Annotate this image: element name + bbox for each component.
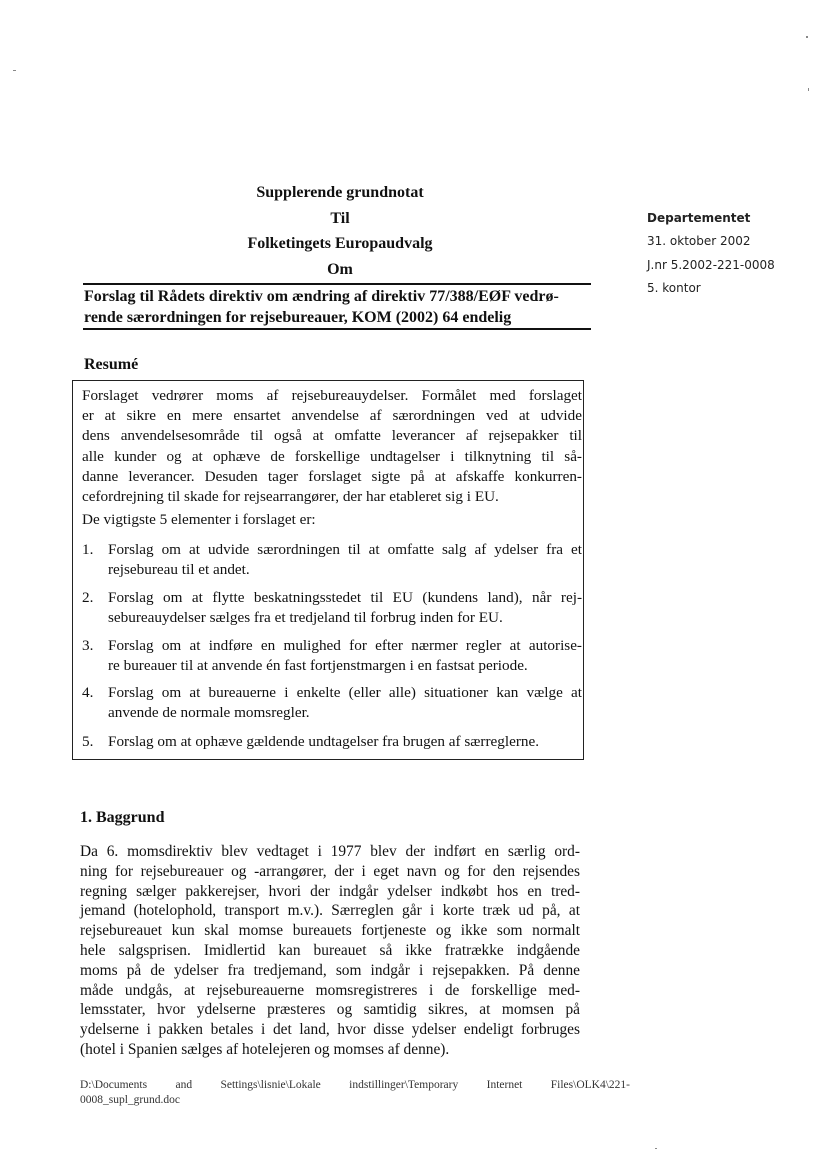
footer-path-line: D:\Documents and Settings\lisnie\Lokale indstillinger\Temporary Internet Files\OLK4\221-	[80, 1079, 630, 1091]
note-to: Til	[330, 209, 350, 227]
list-item-line: Forslag om at bureauerne i enkelte (eller alle) situationer kan vælge at	[108, 684, 582, 701]
list-item-line: Forslag om at udvide særordningen til at omfatte salg af ydelser fra et	[108, 541, 582, 558]
scan-speck	[808, 88, 809, 91]
office-name: 5. kontor	[647, 280, 701, 295]
list-item	[82, 636, 582, 678]
list-item-line: anvende de normale momsregler.	[108, 704, 310, 721]
resume-line: dens anvendelsesområde til også at omfatte leverancer af rejsepakker til	[82, 427, 582, 445]
footer-path-line: 0008_supl_grund.doc	[80, 1094, 180, 1106]
note-title: Supplerende grundnotat	[256, 184, 424, 201]
list-item-line: sebureauydelser sælges fra et tredjeland til forbrug inden for EU.	[108, 609, 503, 626]
background-line: ydelserne i pakken betales i det land, hvor disse ydelser endeligt forbruges	[80, 1021, 580, 1039]
list-item-number: 2.	[82, 589, 94, 606]
background-line: moms på de ydelser fra tredjemand, som indgår i rejsepakken. På denne	[80, 961, 580, 979]
resume-paragraph	[82, 386, 582, 507]
scan-speck	[13, 70, 16, 71]
background-line: rejsebureauet kun skal momse bureauets fortjeneste og ikke som normalt	[80, 922, 580, 940]
document-date: 31. oktober 2002	[647, 234, 751, 249]
journal-number: J.nr 5.2002-221-0008	[647, 257, 775, 272]
resume-line: alle kunder og at ophæve de forskellige undtagelser i tilknytning til så-	[82, 447, 582, 465]
background-line: måde undgås, at rejsebureauerne momsregistreres i de forskellige med-	[80, 981, 580, 999]
scan-speck	[655, 1148, 657, 1149]
list-item-line: rejsebureau til et andet.	[108, 561, 250, 578]
background-line: regning sælger pakkerejser, hvori der indgår ydelser indkøbt hos en tred-	[80, 882, 580, 900]
proposal-title	[84, 287, 594, 328]
background-line: ning for rejsebureauer og -arrangører, der i eget navn og for den rejsendes	[80, 862, 580, 880]
list-item	[82, 683, 582, 725]
background-line: hele salgsprisen. Imidlertid kan bureauet så ikke fratrække indgående	[80, 941, 580, 959]
note-about: Om	[327, 260, 353, 278]
elements-intro: De vigtigste 5 elementer i forslaget er:	[82, 511, 316, 528]
background-paragraph	[80, 842, 580, 1060]
list-item	[82, 588, 582, 630]
resume-line: er at sikre en mere ensartet anvendelse af særordningen ved at udvide	[82, 407, 582, 425]
list-item-line: Forslag om at indføre en mulighed for efter nærmer regler at autorise-	[108, 637, 582, 654]
list-item	[82, 540, 582, 582]
list-item-number: 1.	[82, 541, 94, 558]
background-line: Da 6. momsdirektiv blev vedtaget i 1977 blev der indført en særlig ord-	[80, 843, 580, 860]
list-item-number: 4.	[82, 684, 94, 701]
note-title-block	[140, 180, 540, 282]
background-line: (hotel i Spanien sælges af hotelejeren og momses af denne).	[80, 1040, 450, 1058]
background-line: jemand (hotelophold, transport m.v.). Særreglen går i korte træk ud på, at	[80, 902, 580, 920]
department-name: Departementet	[647, 211, 751, 225]
section-heading: 1. Baggrund	[80, 809, 165, 826]
resume-heading: Resumé	[84, 356, 139, 373]
proposal-title-line: rende særordningen for rejsebureauer, KOM (2002) 64 endelig	[84, 308, 512, 326]
list-item-number: 5.	[82, 733, 94, 750]
file-path-footer	[80, 1078, 630, 1108]
list-item-number: 3.	[82, 637, 94, 654]
list-item	[82, 732, 582, 754]
sender-info	[647, 207, 817, 300]
scan-speck	[806, 36, 808, 38]
list-item-line: Forslag om at flytte beskatningsstedet til EU (kundens land), når rej-	[108, 589, 582, 606]
resume-line: danne leverancer. Desuden tager forslaget sigte på at afskaffe konkurren-	[82, 467, 582, 485]
background-line: lemsstater, hvor ydelserne præsteres og samtidig sikres, at momsen på	[80, 1001, 580, 1019]
resume-line: Forslaget vedrører moms af rejsebureauydelser. Formålet med forslaget	[82, 387, 582, 404]
list-item-line: Forslag om at ophæve gældende undtagelser fra brugen af særreglerne.	[108, 733, 540, 750]
resume-line: cefordrejning til skade for rejsearrangører, der har etableret sig i EU.	[82, 488, 499, 506]
list-item-line: re bureauer til at anvende én fast fortjenstmargen i en fastsat periode.	[108, 657, 528, 674]
bottom-rule	[83, 328, 591, 330]
top-rule	[83, 283, 591, 285]
proposal-title-line: Forslag til Rådets direktiv om ændring af direktiv 77/388/EØF vedrø-	[84, 288, 559, 305]
note-recipient: Folketingets Europaudvalg	[247, 235, 433, 252]
